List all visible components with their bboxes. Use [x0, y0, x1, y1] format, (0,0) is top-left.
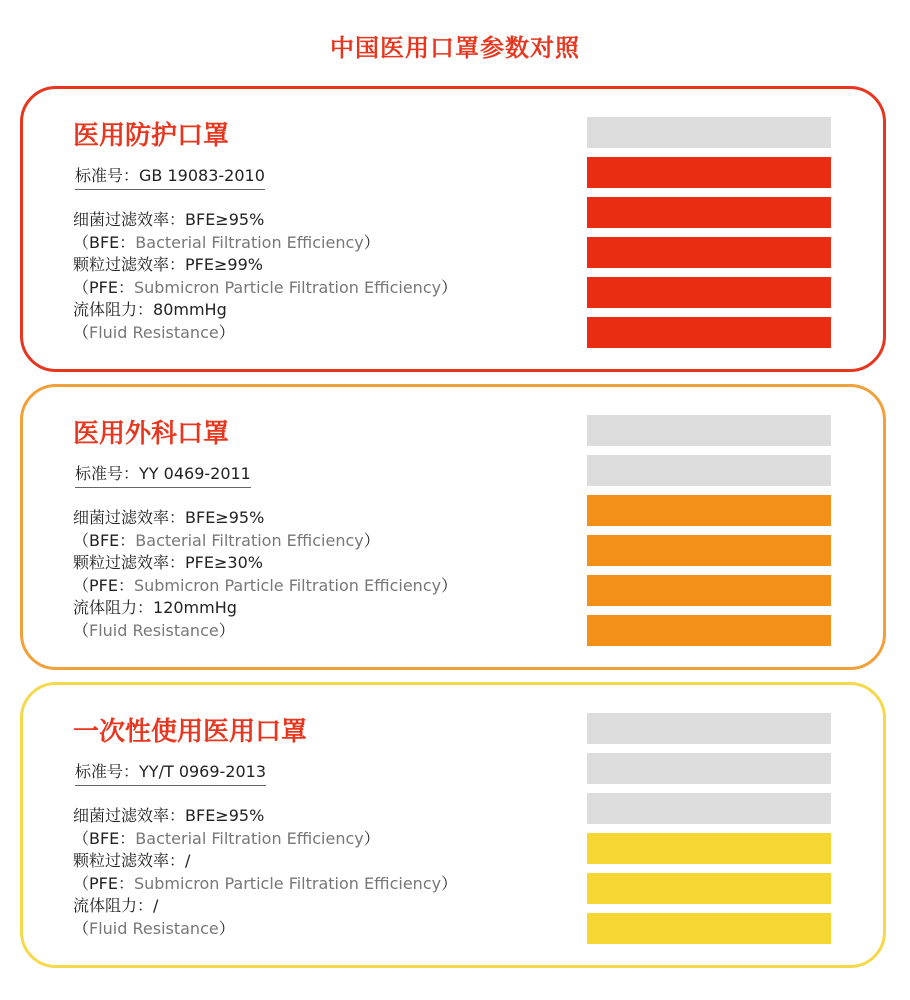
- bfe-full-suffix: ）: [363, 530, 380, 550]
- bfe-full-line: [73, 530, 543, 553]
- card-surgical-mask: [20, 384, 886, 670]
- level-bar-empty: [587, 713, 831, 744]
- fluid-line: [73, 299, 543, 322]
- fluid-label: 流体阻力：: [73, 598, 154, 618]
- pfe-full-name: Submicron Particle Filtration Efficiency: [133, 873, 442, 893]
- standard-number: [75, 759, 266, 786]
- pfe-full-prefix: （PFE：: [73, 575, 134, 595]
- level-bar-empty: [587, 415, 831, 446]
- bfe-value: BFE≥95%: [185, 210, 265, 229]
- fluid-full-name: Fluid Resistance: [89, 620, 219, 640]
- bfe-value: BFE≥95%: [185, 508, 265, 527]
- standard-value: YY/T 0969-2013: [139, 762, 267, 781]
- page-title: 中国医用口罩参数对照: [330, 34, 580, 62]
- card-title: 医用外科口罩: [73, 419, 230, 449]
- bfe-full-suffix: ）: [363, 828, 380, 848]
- bfe-line: [73, 805, 543, 828]
- level-bar-filled: [587, 575, 831, 606]
- pfe-line: [73, 850, 543, 873]
- bfe-full-prefix: （BFE：: [73, 530, 136, 550]
- pfe-value: PFE≥99%: [185, 255, 263, 275]
- fluid-full-suffix: ）: [218, 322, 235, 342]
- pfe-label: 颗粒过滤效率：: [73, 553, 186, 573]
- standard-label: 标准号：: [75, 464, 140, 483]
- level-bars: [587, 415, 831, 655]
- standard-value: YY 0469-2011: [139, 464, 251, 483]
- level-bar-filled: [587, 197, 831, 228]
- level-bars: [587, 713, 831, 953]
- pfe-full-suffix: ）: [441, 575, 458, 595]
- level-bar-filled: [587, 535, 831, 566]
- card-title: 一次性使用医用口罩: [73, 717, 308, 747]
- level-bar-empty: [587, 753, 831, 784]
- standard-number: [75, 163, 265, 190]
- pfe-value: PFE≥30%: [185, 553, 263, 573]
- bfe-full-suffix: ）: [363, 232, 380, 252]
- pfe-label: 颗粒过滤效率：: [73, 255, 186, 275]
- standard-label: 标准号：: [75, 166, 140, 185]
- pfe-line: [73, 254, 543, 277]
- fluid-full-prefix: （: [73, 918, 90, 938]
- bfe-full-prefix: （BFE：: [73, 232, 136, 252]
- pfe-line: [73, 552, 543, 575]
- fluid-label: 流体阻力：: [73, 300, 154, 320]
- fluid-value: /: [153, 896, 159, 916]
- pfe-full-name: Submicron Particle Filtration Efficiency: [133, 575, 442, 595]
- level-bar-filled: [587, 237, 831, 268]
- card-title: 医用防护口罩: [73, 121, 230, 151]
- bfe-value: BFE≥95%: [185, 806, 265, 825]
- pfe-label: 颗粒过滤效率：: [73, 851, 186, 871]
- fluid-full-suffix: ）: [218, 918, 235, 938]
- level-bar-filled: [587, 157, 831, 188]
- fluid-label: 流体阻力：: [73, 896, 154, 916]
- fluid-full-line: [73, 918, 543, 941]
- fluid-full-name: Fluid Resistance: [89, 918, 219, 938]
- bfe-line: [73, 209, 543, 232]
- pfe-full-line: [73, 873, 543, 896]
- fluid-line: [73, 597, 543, 620]
- card-disposable-mask: [20, 682, 886, 968]
- level-bar-empty: [587, 117, 831, 148]
- fluid-full-suffix: ）: [218, 620, 235, 640]
- level-bar-empty: [587, 455, 831, 486]
- bfe-label: 细菌过滤效率：: [73, 508, 186, 527]
- level-bar-filled: [587, 873, 831, 904]
- card-medical-protective-mask: [20, 86, 886, 372]
- fluid-line: [73, 895, 543, 918]
- fluid-value: 80mmHg: [153, 300, 227, 320]
- bfe-label: 细菌过滤效率：: [73, 806, 186, 825]
- level-bar-filled: [587, 317, 831, 348]
- spec-list: [73, 805, 543, 941]
- bfe-full-name: Bacterial Filtration Efficiency: [135, 530, 364, 550]
- pfe-full-prefix: （PFE：: [73, 277, 134, 297]
- pfe-value: /: [185, 851, 191, 871]
- level-bars: [587, 117, 831, 357]
- spec-list: [73, 209, 543, 345]
- bfe-label: 细菌过滤效率：: [73, 210, 186, 229]
- standard-number: [75, 461, 251, 488]
- level-bar-filled: [587, 277, 831, 308]
- fluid-value: 120mmHg: [153, 598, 237, 618]
- bfe-full-line: [73, 232, 543, 255]
- pfe-full-line: [73, 575, 543, 598]
- fluid-full-line: [73, 620, 543, 643]
- level-bar-empty: [587, 793, 831, 824]
- fluid-full-prefix: （: [73, 620, 90, 640]
- standard-value: GB 19083-2010: [139, 166, 265, 185]
- pfe-full-line: [73, 277, 543, 300]
- pfe-full-name: Submicron Particle Filtration Efficiency: [133, 277, 442, 297]
- fluid-full-prefix: （: [73, 322, 90, 342]
- fluid-full-name: Fluid Resistance: [89, 322, 219, 342]
- bfe-line: [73, 507, 543, 530]
- pfe-full-prefix: （PFE：: [73, 873, 134, 893]
- level-bar-filled: [587, 615, 831, 646]
- pfe-full-suffix: ）: [441, 277, 458, 297]
- bfe-full-name: Bacterial Filtration Efficiency: [135, 828, 364, 848]
- spec-list: [73, 507, 543, 643]
- pfe-full-suffix: ）: [441, 873, 458, 893]
- bfe-full-line: [73, 828, 543, 851]
- level-bar-filled: [587, 913, 831, 944]
- bfe-full-name: Bacterial Filtration Efficiency: [135, 232, 364, 252]
- level-bar-filled: [587, 833, 831, 864]
- standard-label: 标准号：: [75, 762, 140, 781]
- fluid-full-line: [73, 322, 543, 345]
- bfe-full-prefix: （BFE：: [73, 828, 136, 848]
- level-bar-filled: [587, 495, 831, 526]
